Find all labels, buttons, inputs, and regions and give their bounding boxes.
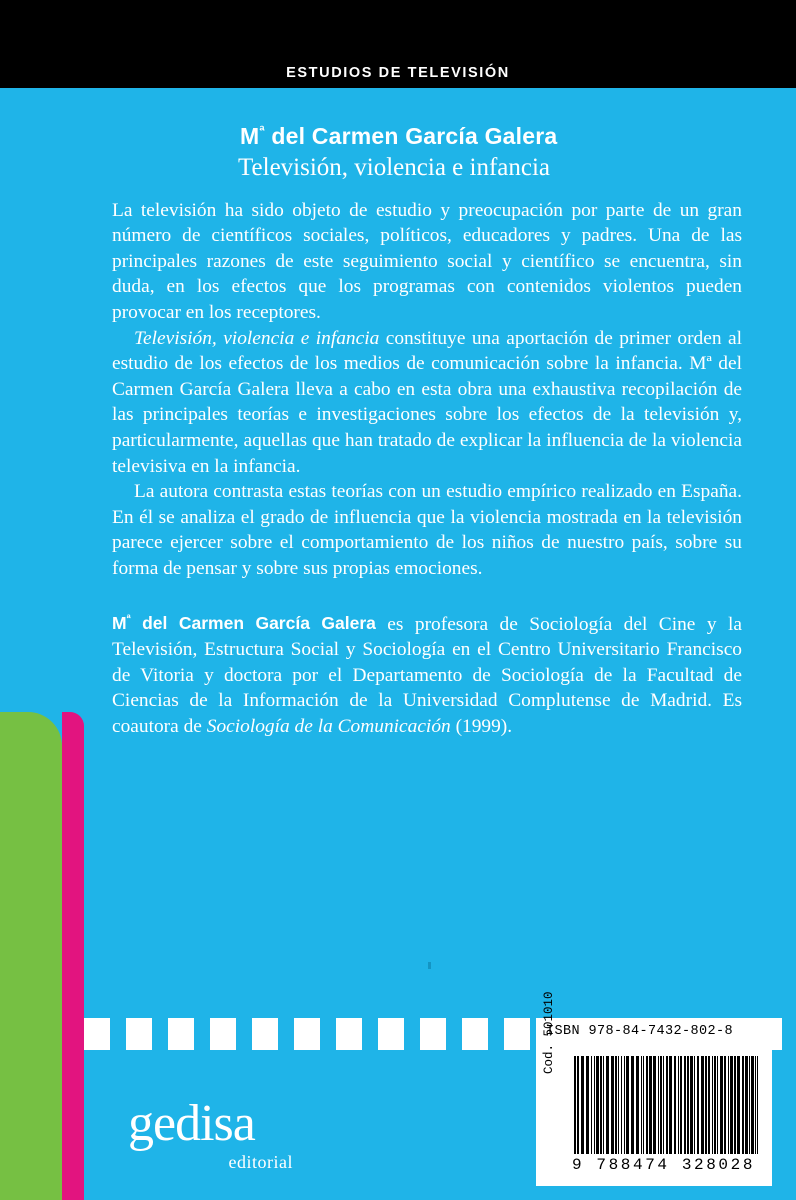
author-name <box>112 122 742 150</box>
author-bio-work-title: Sociología de la Comunicación <box>206 715 451 737</box>
dash-block <box>504 1018 530 1050</box>
back-cover-text <box>112 122 742 739</box>
barcode-bar <box>600 1056 602 1154</box>
author-name-text: $M^ª$ del Carmen García Galera <box>240 122 558 149</box>
blurb-paragraph-1: La televisión ha sido objeto de estudio y preocupación por parte de un gran número de científicos sociales, políticos, educadores y padres. Una de las principales razones de este seguimiento social y científico se encuentra, sin duda, en los efectos que los programas con contenidos violentos pueden provocar en los receptores. <box>112 199 742 324</box>
barcode-bar <box>749 1056 750 1154</box>
barcode-bar <box>618 1056 619 1154</box>
barcode-bar <box>577 1056 579 1154</box>
barcode-bar <box>751 1056 754 1154</box>
blurb-paragraph-2 <box>112 326 742 480</box>
barcode-bar <box>720 1056 723 1154</box>
author-bio-text-2: (1999). <box>450 715 513 737</box>
barcode-cod-text: Cod. 501010 <box>542 991 556 1074</box>
barcode-bar <box>636 1056 639 1154</box>
barcode-bar <box>596 1056 599 1154</box>
dash-block <box>294 1018 320 1050</box>
barcode-bar <box>680 1056 682 1154</box>
dash-block <box>462 1018 488 1050</box>
barcode-bar <box>734 1056 736 1154</box>
barcode-bar <box>611 1056 614 1154</box>
barcode-bar <box>626 1056 629 1154</box>
left-stripe-magenta <box>62 712 84 1200</box>
barcode-bar <box>724 1056 726 1154</box>
barcode-bar <box>658 1056 659 1154</box>
barcode-bar <box>574 1056 576 1154</box>
barcode-bar <box>742 1056 744 1154</box>
barcode-bars <box>574 1056 764 1154</box>
barcode-bar <box>646 1056 648 1154</box>
barcode-bar <box>669 1056 672 1154</box>
barcode-bar <box>615 1056 617 1154</box>
barcode-bar <box>757 1056 758 1154</box>
author-bio-name: $M^ª$ del Carmen García Galera <box>112 613 376 634</box>
barcode-bar <box>755 1056 756 1154</box>
barcode-bar <box>631 1056 634 1154</box>
barcode-bar <box>694 1056 695 1154</box>
dash-block <box>252 1018 278 1050</box>
barcode-bar <box>705 1056 707 1154</box>
dash-block <box>420 1018 446 1050</box>
barcode-bar <box>606 1056 609 1154</box>
dash-block <box>84 1018 110 1050</box>
barcode-bar <box>701 1056 704 1154</box>
barcode-bar <box>624 1056 625 1154</box>
barcode-bar <box>730 1056 733 1154</box>
barcode-bar <box>603 1056 604 1154</box>
barcode-bar <box>591 1056 592 1154</box>
barcode-bar <box>678 1056 679 1154</box>
barcode-block <box>536 991 772 1186</box>
barcode-bar <box>687 1056 689 1154</box>
barcode-bar <box>712 1056 713 1154</box>
barcode-bar <box>649 1056 652 1154</box>
dash-block <box>336 1018 362 1050</box>
barcode-bar <box>594 1056 595 1154</box>
publisher-logo <box>128 1095 388 1173</box>
barcode-bar <box>663 1056 664 1154</box>
blurb-paragraph-2-rest: constituye una aportación de primer orden al estudio de los efectos de los medios de comunicación sobre la infancia. Mª del Carmen García Galera lleva a cabo en esta obra una exhaustiva recopilación de las principales teorías e investigaciones sobre los efectos de la televisión y, particularmente, aquellas que han tratado de explicar la influencia de la violencia televisiva en la infancia. <box>112 327 742 477</box>
barcode-bar <box>621 1056 622 1154</box>
publisher-subtitle: editorial <box>228 1152 293 1172</box>
barcode-bar <box>641 1056 642 1154</box>
barcode-bar <box>684 1056 686 1154</box>
blurb-paragraph-3: La autora contrasta estas teorías con un estudio empírico realizado en España. En él se analiza el grado de influencia que la violencia mostrada en la televisión parece ejercer sobre el comportamiento de los niños de nuestro país, sobre su forma de pensar y sobre sus propias emociones. <box>112 481 742 579</box>
barcode-bar <box>690 1056 693 1154</box>
publisher-name: gedisa <box>128 1095 255 1152</box>
dash-block <box>126 1018 152 1050</box>
barcode-digits: 9 788474 328028 <box>572 1156 756 1174</box>
barcode-bar <box>674 1056 676 1154</box>
barcode-bar <box>643 1056 644 1154</box>
isbn-text: ISBN 978-84-7432-802-8 <box>546 1024 734 1039</box>
barcode-bar <box>586 1056 589 1154</box>
dash-block <box>378 1018 404 1050</box>
barcode-bar <box>714 1056 716 1154</box>
barcode-bar <box>581 1056 584 1154</box>
barcode-bar <box>745 1056 748 1154</box>
series-band <box>0 57 796 88</box>
author-bio <box>112 608 742 740</box>
barcode-bar <box>666 1056 668 1154</box>
author-bio-text-1: es profesora de Sociología del Cine y la Televisión, Estructura Social y Sociología en el Centro Universitario Francisco de Vitoria y doctora por el Departamento de Sociología de la Facultad de Ciencias de la Información de la Universidad Complutense de Madrid. Es coautora de <box>112 613 742 737</box>
barcode-bar <box>717 1056 718 1154</box>
barcode-bar <box>653 1056 656 1154</box>
book-title: Televisión, violencia e infancia <box>238 153 551 181</box>
print-speck <box>428 962 431 969</box>
series-title: ESTUDIOS DE TELEVISIÓN <box>286 64 510 81</box>
blurb-title-italic: Televisión, violencia e infancia <box>134 327 380 349</box>
barcode-bar <box>708 1056 710 1154</box>
left-stripe-green <box>0 712 62 1200</box>
barcode-bar <box>737 1056 740 1154</box>
barcode-bar <box>660 1056 662 1154</box>
dash-block <box>210 1018 236 1050</box>
barcode-bar <box>697 1056 699 1154</box>
dash-block <box>168 1018 194 1050</box>
barcode-bar <box>728 1056 729 1154</box>
